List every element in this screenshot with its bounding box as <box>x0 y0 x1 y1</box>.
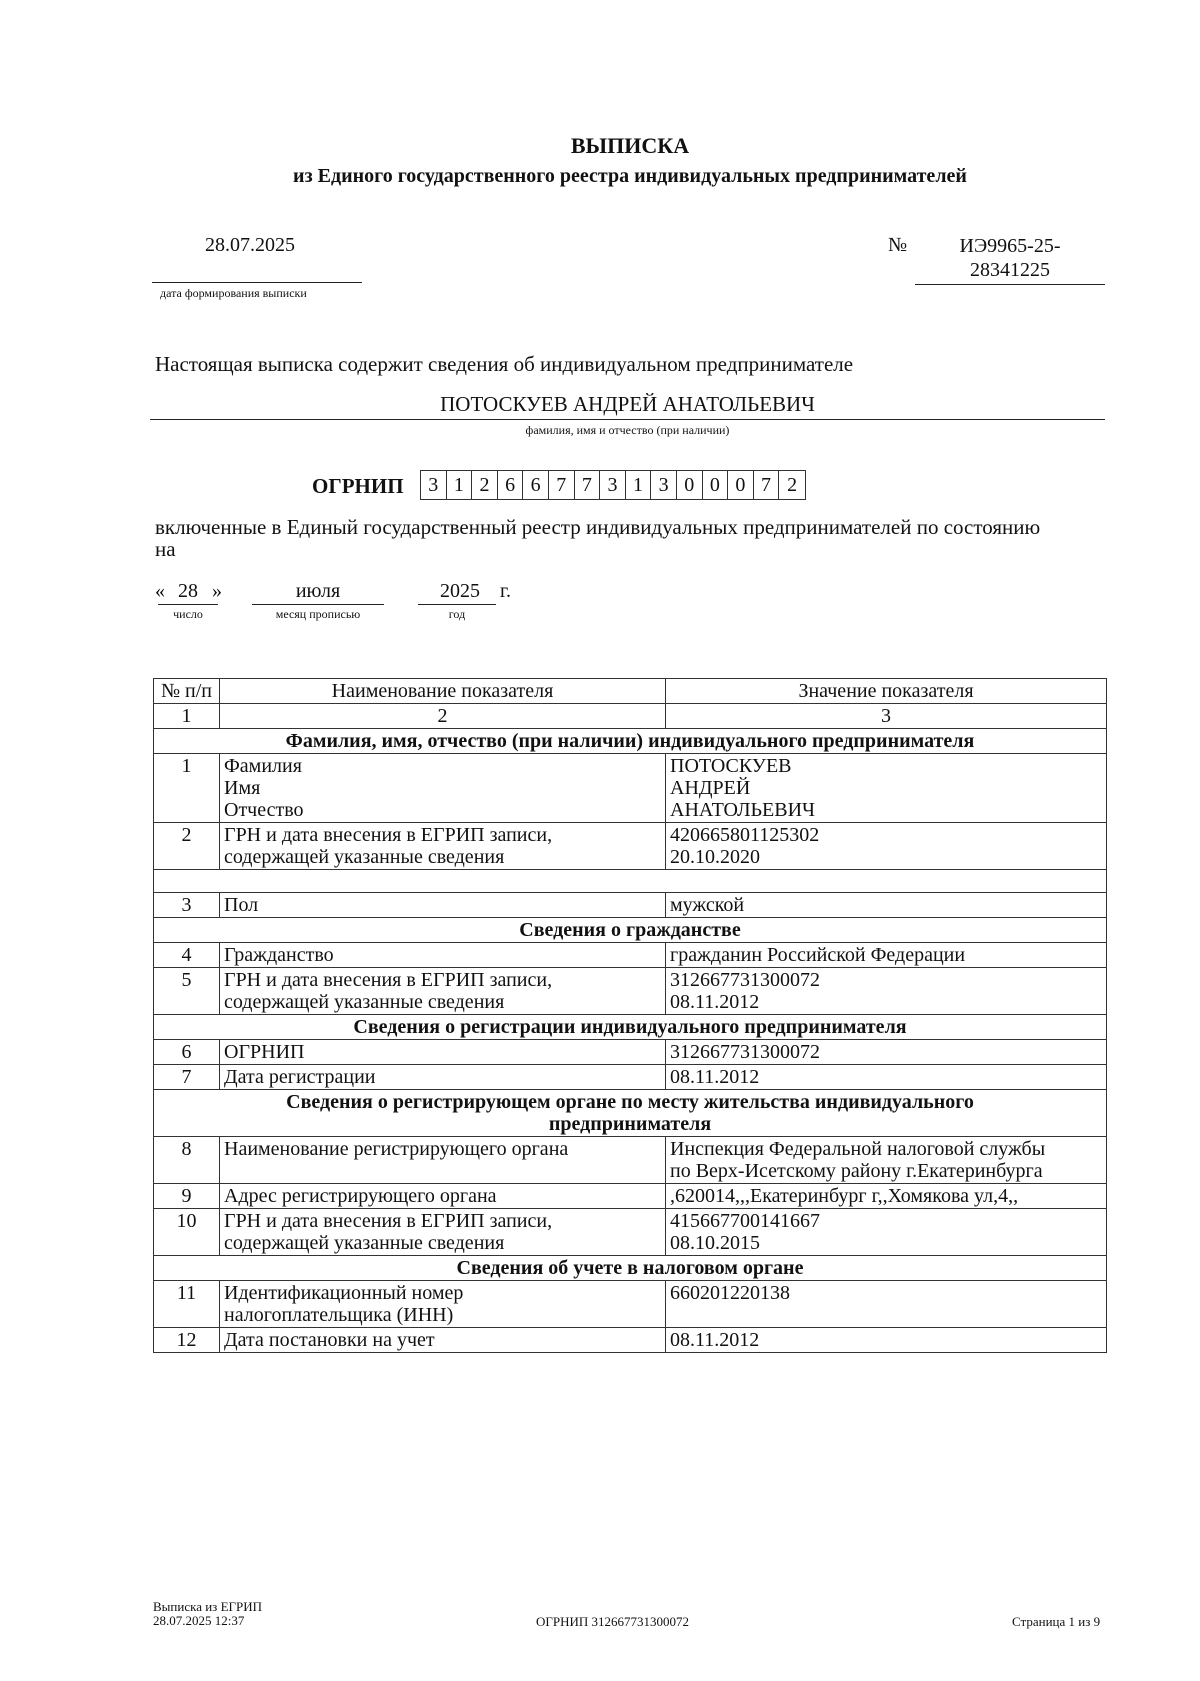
row-name <box>220 1281 666 1328</box>
row-name: ОГРНИП <box>220 1040 666 1065</box>
extract-number-line2: 28341225 <box>970 259 1050 281</box>
footer-ogrnip: ОГРНИП 312667731300072 <box>536 1614 690 1629</box>
document-subtitle: из Единого государственного реестра индивидуальных предпринимателей <box>293 165 967 187</box>
header-cell: № п/п <box>154 679 220 704</box>
row-value-line: 08.10.2015 <box>670 1232 760 1254</box>
table-row <box>154 943 1107 968</box>
row-name-line: содержащей указанные сведения <box>224 991 505 1013</box>
ogrnip-digit: 0 <box>728 471 754 499</box>
row-value <box>666 754 1107 823</box>
section-title-line: предпринимателя <box>548 1113 712 1135</box>
section-row <box>154 918 1107 943</box>
row-name <box>220 754 666 823</box>
year-suffix: г. <box>500 580 511 602</box>
formation-date: 28.07.2025 <box>205 234 295 256</box>
table-row <box>154 1040 1107 1065</box>
row-number: 7 <box>154 1065 220 1090</box>
ogrnip-digit: 6 <box>523 471 549 499</box>
extract-number-line1: ИЭ9965-25- <box>959 235 1061 257</box>
table-row <box>154 823 1107 870</box>
ogrnip-digit-boxes <box>420 470 806 500</box>
row-name-line: Фамилия <box>224 755 302 777</box>
row-name <box>220 1209 666 1256</box>
table-header-row <box>154 679 1107 704</box>
footer-left-line1: Выписка из ЕГРИП <box>153 1599 263 1614</box>
ogrnip-digit: 7 <box>754 471 780 499</box>
row-name <box>220 823 666 870</box>
row-number: 8 <box>154 1137 220 1184</box>
year-caption: год <box>448 607 466 621</box>
header-cell: Значение показателя <box>666 679 1107 704</box>
row-value: 312667731300072 <box>666 1040 1107 1065</box>
row-name-line: Идентификационный номер <box>224 1282 464 1304</box>
table-row <box>154 1137 1107 1184</box>
section-row <box>154 1090 1107 1137</box>
row-number: 5 <box>154 968 220 1015</box>
intro-text: Настоящая выписка содержит сведения об индивидуальном предпринимателе <box>155 352 854 376</box>
ogrnip-digit: 2 <box>472 471 498 499</box>
table-header-numbers-row <box>154 704 1107 729</box>
row-value-line: 08.11.2012 <box>670 991 760 1013</box>
row-value-line: по Верх-Исетскому району г.Екатеринбурга <box>670 1160 1043 1182</box>
row-value-line: Инспекция Федеральной налоговой службы <box>670 1138 1046 1160</box>
included-text: включенные в Единый государственный реестр индивидуальных предпринимателей по состоянию на <box>155 515 1041 561</box>
table-row <box>154 754 1107 823</box>
row-name-line: ГРН и дата внесения в ЕГРИП записи, <box>224 969 553 991</box>
formation-date-underline <box>152 282 362 283</box>
row-value-line: АНДРЕЙ <box>670 777 751 799</box>
header-number-cell: 3 <box>666 704 1107 729</box>
row-value: 660201220138 <box>666 1281 1107 1328</box>
formation-date-caption: дата формирования выписки <box>160 286 307 300</box>
fio-caption: фамилия, имя и отчество (при наличии) <box>525 423 730 437</box>
open-quote: « <box>155 580 165 602</box>
row-number: 4 <box>154 943 220 968</box>
row-name <box>220 968 666 1015</box>
ogrnip-digit: 7 <box>575 471 601 499</box>
row-name: Наименование регистрирующего органа <box>220 1137 666 1184</box>
ogrnip-digit: 3 <box>421 471 447 499</box>
row-name: Гражданство <box>220 943 666 968</box>
month-underline <box>252 604 384 605</box>
row-value-line: 415667700141667 <box>670 1210 820 1232</box>
row-name-line: ГРН и дата внесения в ЕГРИП записи, <box>224 824 553 846</box>
table-row <box>154 1209 1107 1256</box>
registry-table <box>153 678 1107 1353</box>
table-row <box>154 893 1107 918</box>
row-value-line: 312667731300072 <box>670 969 820 991</box>
fio-underline <box>150 419 1105 420</box>
row-number: 1 <box>154 754 220 823</box>
ogrnip-digit: 0 <box>677 471 703 499</box>
entrepreneur-fio: ПОТОСКУЕВ АНДРЕЙ АНАТОЛЬЕВИЧ <box>440 392 815 416</box>
row-value: 08.11.2012 <box>666 1065 1107 1090</box>
extract-number-underline <box>915 284 1105 285</box>
section-title-reg-authority <box>154 1090 1107 1137</box>
number-sign: № <box>888 234 908 256</box>
row-number: 6 <box>154 1040 220 1065</box>
state-month: июля <box>295 580 341 602</box>
table-row <box>154 1328 1107 1353</box>
table-row <box>154 1065 1107 1090</box>
ogrnip-digit: 1 <box>626 471 652 499</box>
row-number: 12 <box>154 1328 220 1353</box>
document-title: ВЫПИСКА <box>570 133 690 158</box>
extract-number <box>945 234 1075 282</box>
table-row <box>154 1184 1107 1209</box>
row-value <box>666 968 1107 1015</box>
row-value-line: 420665801125302 <box>670 824 820 846</box>
row-number: 10 <box>154 1209 220 1256</box>
row-number: 9 <box>154 1184 220 1209</box>
row-value: 08.11.2012 <box>666 1328 1107 1353</box>
year-underline <box>418 604 496 605</box>
row-name-line: содержащей указанные сведения <box>224 846 505 868</box>
row-name-line: содержащей указанные сведения <box>224 1232 505 1254</box>
row-name: Адрес регистрирующего органа <box>220 1184 666 1209</box>
spacer-cell <box>154 870 1107 893</box>
row-number: 11 <box>154 1281 220 1328</box>
row-name-line: ГРН и дата внесения в ЕГРИП записи, <box>224 1210 553 1232</box>
row-number: 2 <box>154 823 220 870</box>
header-cell: Наименование показателя <box>220 679 666 704</box>
ogrnip-digit: 3 <box>651 471 677 499</box>
footer-left <box>153 1600 262 1628</box>
row-value <box>666 1209 1107 1256</box>
ogrnip-digit: 2 <box>787 474 798 496</box>
section-title-tax: Сведения об учете в налоговом органе <box>154 1256 1107 1281</box>
month-caption: месяц прописью <box>275 607 361 621</box>
row-name-line: Имя <box>224 777 261 799</box>
state-day: 28 <box>178 580 198 602</box>
header-number-cell: 2 <box>220 704 666 729</box>
section-row <box>154 729 1107 754</box>
row-value: гражданин Российской Федерации <box>666 943 1107 968</box>
row-value-line: ПОТОСКУЕВ <box>670 755 792 777</box>
row-value <box>666 1137 1107 1184</box>
state-year: 2025 <box>440 580 480 602</box>
footer-page-number: Страница 1 из 9 <box>1012 1614 1101 1629</box>
row-name-line: Отчество <box>224 799 304 821</box>
header-number-cell: 1 <box>154 704 220 729</box>
table-row <box>154 968 1107 1015</box>
day-underline <box>158 604 218 605</box>
row-name: Пол <box>220 893 666 918</box>
ogrnip-label: ОГРНИП <box>312 474 404 498</box>
section-title-registration: Сведения о регистрации индивидуального предпринимателя <box>154 1015 1107 1040</box>
section-title-fio: Фамилия, имя, отчество (при наличии) индивидуального предпринимателя <box>154 729 1107 754</box>
section-row <box>154 1256 1107 1281</box>
row-value: мужской <box>666 893 1107 918</box>
close-quote: » <box>212 580 222 602</box>
row-name: Дата постановки на учет <box>220 1328 666 1353</box>
row-value-line: АНАТОЛЬЕВИЧ <box>670 799 816 821</box>
section-title-citizenship: Сведения о гражданстве <box>154 918 1107 943</box>
table-row <box>154 1281 1107 1328</box>
row-value <box>666 823 1107 870</box>
ogrnip-digit: 1 <box>447 471 473 499</box>
footer-left-line2: 28.07.2025 12:37 <box>153 1613 245 1628</box>
section-row <box>154 1015 1107 1040</box>
row-value: ,620014,,,Екатеринбург г,,Хомякова ул,4,, <box>666 1184 1107 1209</box>
ogrnip-digit: 6 <box>498 471 524 499</box>
row-name: Дата регистрации <box>220 1065 666 1090</box>
ogrnip-digit: 7 <box>549 471 575 499</box>
row-value-line: 20.10.2020 <box>670 846 760 868</box>
ogrnip-digit: 0 <box>703 471 729 499</box>
empty-spacer-row <box>154 870 1107 893</box>
row-number: 3 <box>154 893 220 918</box>
row-name-line: налогоплательщика (ИНН) <box>224 1304 454 1326</box>
day-caption: число <box>173 607 203 621</box>
section-title-line: Сведения о регистрирующем органе по месту жительства индивидуального <box>286 1091 974 1113</box>
ogrnip-digit: 3 <box>600 471 626 499</box>
